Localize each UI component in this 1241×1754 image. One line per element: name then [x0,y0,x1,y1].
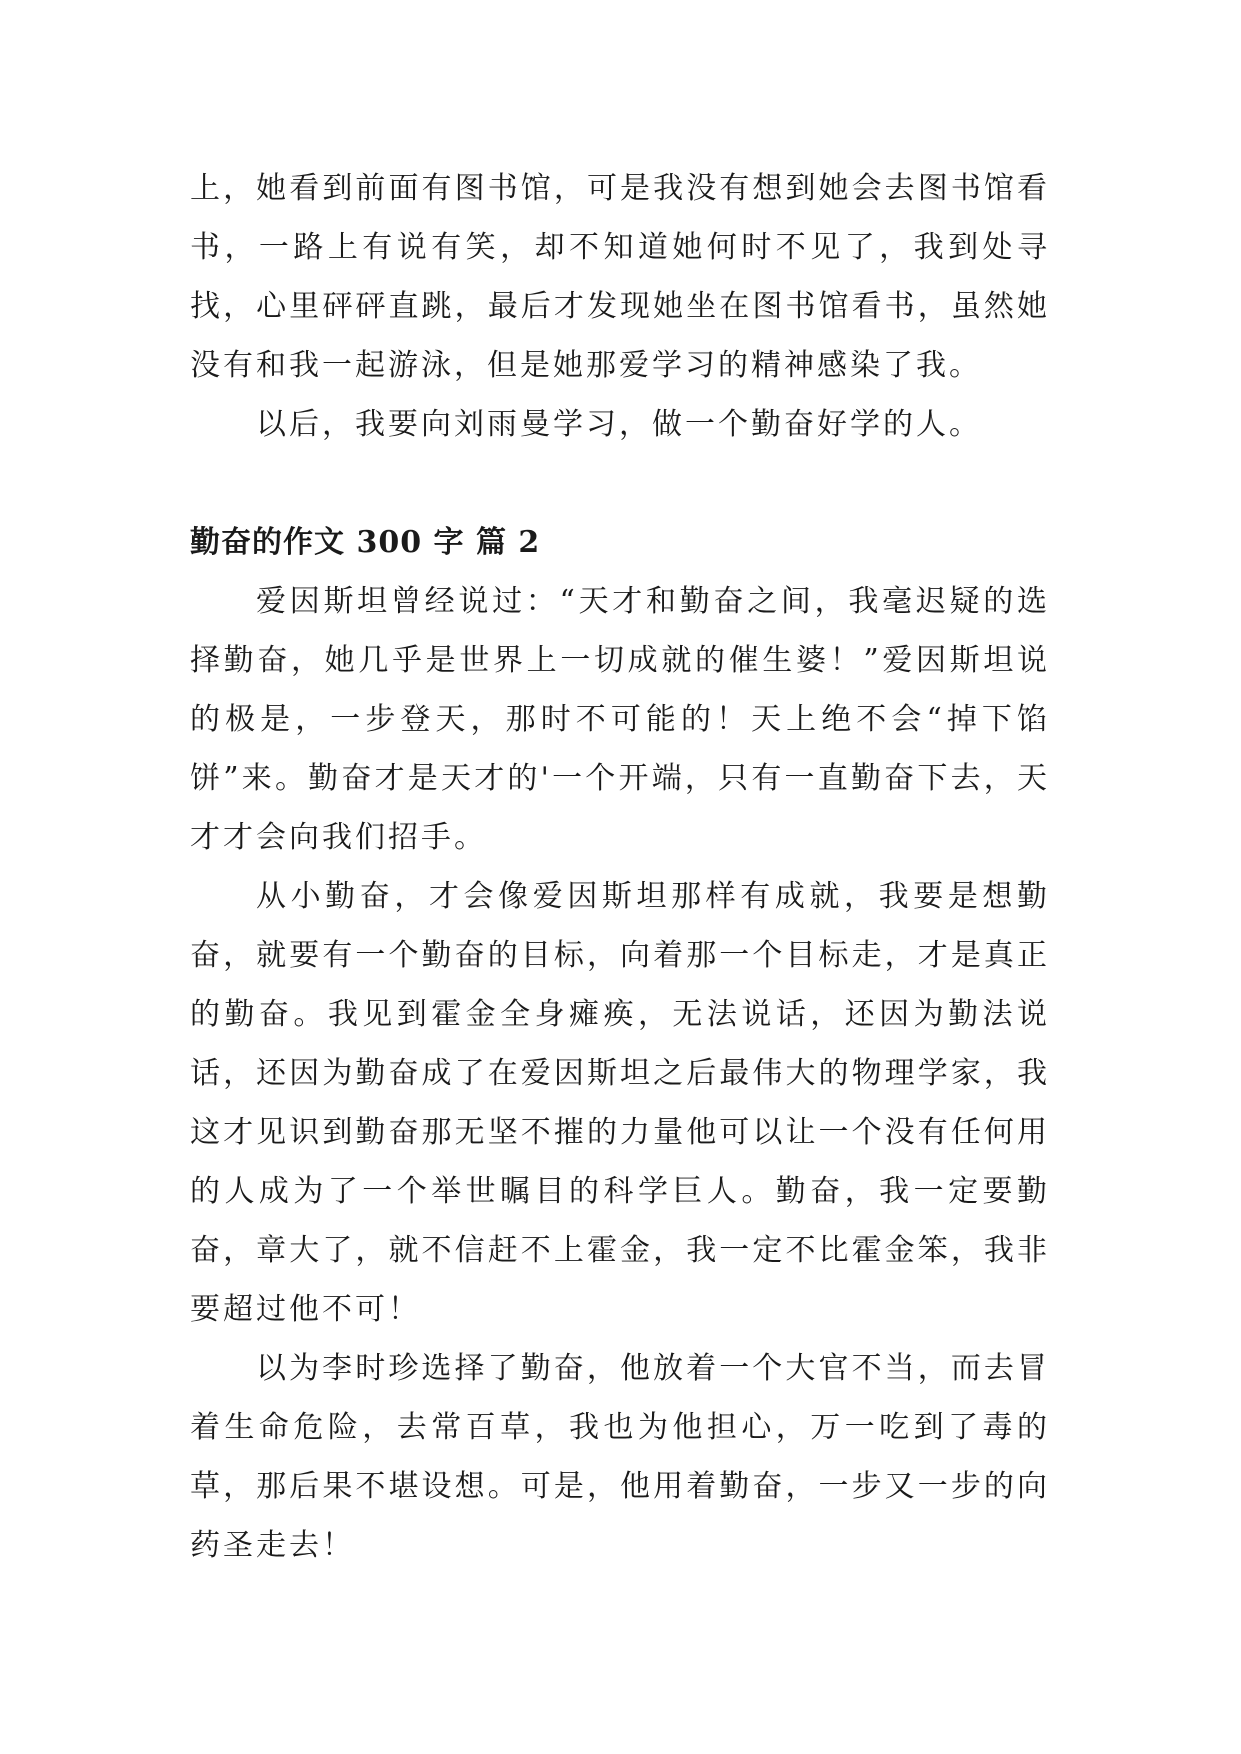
paragraph-einstein: 爱因斯坦曾经说过：“天才和勤奋之间，我毫迟疑的选择勤奋，她几乎是世界上一切成就的催生婆！”爱因斯坦说的极是，一步登天，那时不可能的！天上绝不会“掉下馅饼”来。勤奋才是天才的'一个开端，只有一直勤奋下去，天才才会向我们招手。 [190,584,1050,855]
paragraph-li-shizhen: 以为李时珍选择了勤奋，他放着一个大官不当，而去冒着生命危险，去常百草，我也为他担心，万一吃到了毒的草，那后果不堪设想。可是，他用着勤奋，一步又一步的向药圣走去！ [190,1351,1050,1563]
paragraph-hawking: 从小勤奋，才会像爱因斯坦那样有成就，我要是想勤奋，就要有一个勤奋的目标，向着那一个目标走，才是真正的勤奋。我见到霍金全身瘫痪，无法说话，还因为勤法说话，还因为勤奋成了在爱因斯坦之后最伟大的物理学家，我这才见识到勤奋那无坚不摧的力量他可以让一个没有任何用的人成为了一个举世瞩目的科学巨人。勤奋，我一定要勤奋，章大了，就不信赶不上霍金，我一定不比霍金笨，我非要超过他不可！ [190,879,1050,1327]
section-heading: 勤奋的作文 300 字 篇 2 [190,525,541,560]
paragraph-conclusion: 以后，我要向刘雨曼学习，做一个勤奋好学的人。 [256,407,982,442]
document-body [190,159,1050,1575]
paragraph-continued: 上，她看到前面有图书馆，可是我没有想到她会去图书馆看书，一路上有说有笑，却不知道她何时不见了，我到处寻找，心里砰砰直跳，最后才发现她坐在图书馆看书，虽然她没有和我一起游泳，但是她那爱学习的精神感染了我。 [190,171,1050,383]
